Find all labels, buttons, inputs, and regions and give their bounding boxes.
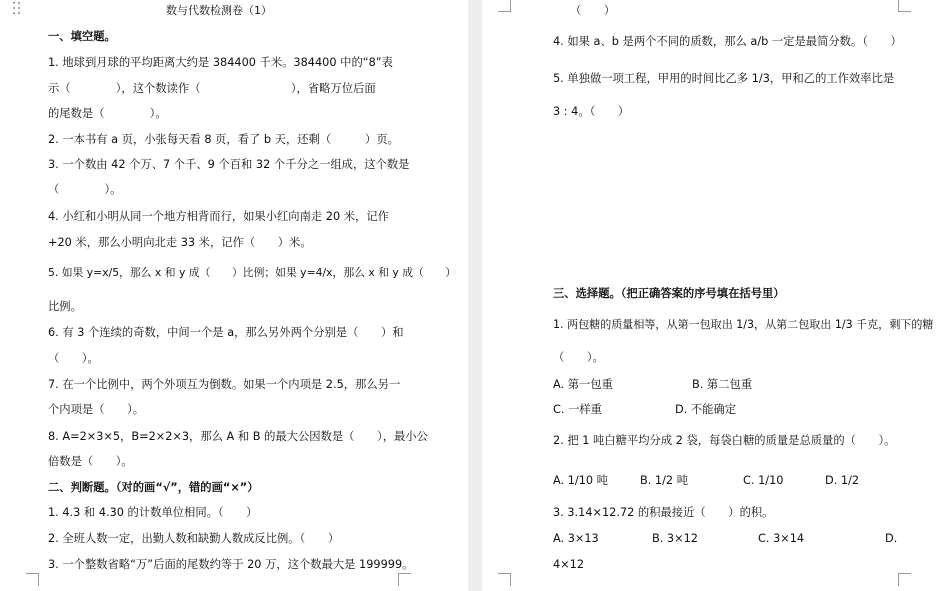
crop-mark (898, 0, 911, 12)
option-a: A. 3×13 (553, 532, 599, 545)
document-title: 数与代数检测卷（1） (166, 4, 272, 17)
question-line: 示（ ），这个数读作（ ），省略万位后面 (48, 82, 376, 95)
question-line: 1. 两包糖的质量相等，从第一包取出 1/3，从第二包取出 1/3 千克，剩下的糖 (553, 318, 934, 331)
question-line: 2. 全班人数一定，出勤人数和缺勤人数成反比例。（ ） (48, 532, 340, 545)
question-line: 1. 4.3 和 4.30 的计数单位相同。（ ） (48, 506, 258, 519)
question-line: 5. 如果 y=x/5，那么 x 和 y 成（ ）比例；如果 y=4/x，那么 x 和 y 成（ ） (48, 266, 457, 279)
crop-mark (898, 573, 911, 586)
crop-mark (498, 0, 511, 12)
option-c: C. 1/10 (743, 474, 784, 487)
option-b: B. 3×12 (652, 532, 698, 545)
crop-mark (398, 573, 411, 586)
option-d-continued: 4×12 (553, 558, 585, 571)
question-line: 比例。 (48, 300, 82, 313)
left-document-page (0, 0, 468, 591)
question-line: 倍数是（ ）。 (48, 455, 133, 468)
option-a: A. 1/10 吨 (553, 474, 608, 487)
option-b: B. 第二包重 (692, 378, 753, 391)
question-line: （ ）。 (48, 352, 99, 365)
question-line: 1. 地球到月球的平均距离大约是 384400 千米。384400 中的“8”表 (48, 56, 393, 69)
section-heading: 二、判断题。（对的画“√”，错的画“×”） (48, 481, 259, 494)
option-d: D. (885, 532, 898, 545)
crop-mark (498, 573, 511, 586)
question-line: 6. 有 3 个连续的奇数，中间一个是 a，那么另外两个分别是（ ）和 (48, 326, 404, 339)
option-c: C. 3×14 (758, 532, 805, 545)
question-line: 5. 单独做一项工程，甲用的时间比乙多 1/3，甲和乙的工作效率比是 (553, 72, 895, 85)
question-line: 3 : 4。（ ） (553, 105, 630, 118)
right-document-page (482, 0, 941, 591)
question-line: 7. 在一个比例中，两个外项互为倒数。如果一个内项是 2.5，那么另一 (48, 378, 401, 391)
section-heading: 一、填空题。 (48, 30, 116, 43)
question-line: 8. A=2×3×5，B=2×2×3，那么 A 和 B 的最大公因数是（ ），最小公 (48, 430, 428, 443)
question-line: （ ）。 (48, 183, 122, 196)
question-line: 3. 一个整数省略“万”后面的尾数约等于 20 万，这个数最大是 199999。 (48, 558, 414, 571)
question-line: 4. 小红和小明从同一个地方相背而行，如果小红向南走 20 米，记作 (48, 210, 389, 223)
option-b: B. 1/2 吨 (640, 474, 689, 487)
question-line: +20 米，那么小明向北走 33 米，记作（ ）米。 (48, 236, 312, 249)
question-line: （ ）。 (553, 351, 604, 364)
option-c: C. 一样重 (553, 403, 602, 416)
question-line: 4. 如果 a、b 是两个不同的质数，那么 a/b 一定是最简分数。（ ） (553, 35, 902, 48)
question-line: 2. 一本书有 a 页，小张每天看 8 页，看了 b 天，还剩（ ）页。 (48, 133, 399, 146)
section-heading: 三、选择题。（把正确答案的序号填在括号里） (553, 287, 785, 300)
question-line: 3. 3.14×12.72 的积最接近（ ）的积。 (553, 506, 774, 519)
option-d: D. 1/2 (825, 474, 860, 487)
question-line: 3. 一个数由 42 个万、7 个千、9 个百和 32 个千分之一组成，这个数是 (48, 158, 410, 171)
option-d: D. 不能确定 (675, 403, 737, 416)
drag-handle-icon[interactable] (13, 2, 27, 16)
option-a: A. 第一包重 (553, 378, 613, 391)
question-line: （ ） (570, 4, 616, 17)
question-line: 2. 把 1 吨白糖平均分成 2 袋，每袋白糖的质量是总质量的（ ）。 (553, 434, 896, 447)
crop-mark (26, 573, 39, 586)
question-line: 的尾数是（ ）。 (48, 107, 167, 120)
question-line: 个内项是（ ）。 (48, 403, 145, 416)
